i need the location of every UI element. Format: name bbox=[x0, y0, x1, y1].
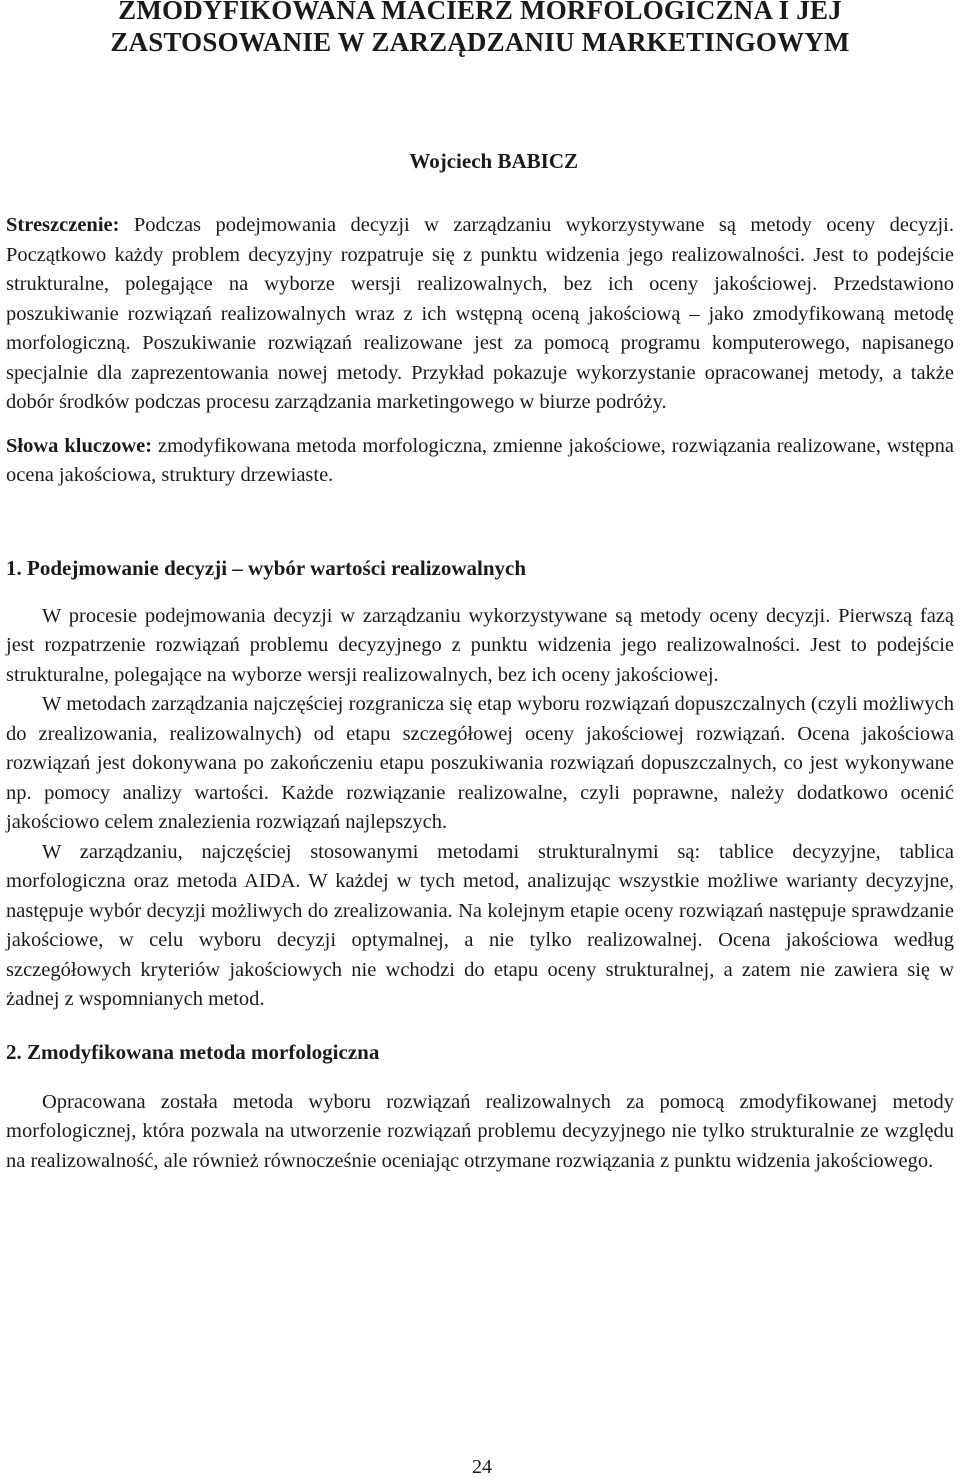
keywords-text: zmodyfikowana metoda morfologiczna, zmienne jakościowe, rozwiązania realizowane, wstępna ocena jakościowa, struktury drzewiaste. bbox=[6, 434, 955, 486]
section-1-paragraph-2: W metodach zarządzania najczęściej rozgranicza się etap wyboru rozwiązań dopuszczalnych (czyli możliwych do zrealizowania, realizowalnych) od etapu szczegółowej oceny jakościowej rozwiązań. Ocena jakościowa rozwiązań jest dokonywana po zakończeniu etapu poszukiwania rozwiązań dopuszczalnych, co jest wykonywane np. pomocy analizy wartości. Każde rozwiązanie realizowalne, czyli poprawne, należy dodatkowo ocenić jakościowo celem znalezienia rozwiązań najlepszych. bbox=[6, 693, 954, 833]
paper-title: ZMODYFIKOWANA MACIERZ MORFOLOGICZNA I JEJ ZASTOSOWANIE W ZARZĄDZANIU MARKETINGOWYM bbox=[110, 0, 850, 57]
keywords bbox=[6, 432, 954, 491]
abstract-label: Streszczenie: bbox=[6, 214, 120, 236]
abstract bbox=[6, 211, 954, 418]
section-1-body bbox=[6, 602, 954, 1015]
section-1-heading: 1. Podejmowanie decyzji – wybór wartości realizowalnych bbox=[6, 555, 527, 580]
abstract-text: Podczas podejmowania decyzji w zarządzaniu wykorzystywane są metody oceny decyzji. Początkowo każdy problem decyzyjny rozpatruje się z punktu widzenia jego realizowalności. Jest to podejście strukturalne, polegające na wyborze wersji realizowalnych, bez ich oceny jakościowej. Przedstawiono poszukiwanie rozwiązań realizowalnych wraz z ich wstępną oceną jakościową – jako zmodyfikowaną metodę morfologiczną. Poszukiwanie rozwiązań realizowane jest za pomocą programu komputerowego, napisanego specjalnie dla zaprezentowania nowej metody. Przykład pokazuje wykorzystanie opracowanej metody, a także dobór środków podczas procesu zarządzania marketingowego w biurze podróży. bbox=[6, 214, 954, 413]
keywords-label: Słowa kluczowe: bbox=[6, 434, 153, 457]
section-1-paragraph-3: W zarządzaniu, najczęściej stosowanymi metodami strukturalnymi są: tablice decyzyjne, tablica morfologiczna oraz metoda AIDA. W każdej w tych metod, analizując wszystkie możliwe warianty decyzyjne, następuje wybór decyzji możliwych do zrealizowania. Na kolejnym etapie oceny rozwiązań następuje sprawdzanie jakościowe, w celu wyboru decyzji optymalnej, a nie tylko realizowalnej. Ocena jakościowa według szczegółowych kryteriów jakościowych nie wchodzi do etapu oceny strukturalnej, a zatem nie zawiera się w żadnej z wspomnianych metod. bbox=[6, 840, 954, 1010]
section-2-body bbox=[6, 1088, 954, 1177]
page-number: 24 bbox=[472, 1456, 492, 1478]
author-name: Wojciech BABICZ bbox=[409, 149, 578, 173]
section-1-paragraph-1: W procesie podejmowania decyzji w zarządzaniu wykorzystywane są metody oceny decyzji. Pierwszą fazą jest rozpatrzenie rozwiązań problemu decyzyjnego z punktu widzenia jego realizowalności. Jest to podejście strukturalne, polegające na wyborze wersji realizowalnych, bez ich oceny jakościowej. bbox=[6, 604, 954, 686]
section-2-heading: 2. Zmodyfikowana metoda morfologiczna bbox=[6, 1039, 380, 1064]
section-2-paragraph-1: Opracowana została metoda wyboru rozwiązań realizowalnych za pomocą zmodyfikowanej metody morfologicznej, która pozwala na utworzenie rozwiązań problemu decyzyjnego nie tylko strukturalnie ze względu na realizowalność, ale również równocześnie oceniając otrzymane rozwiązania z punktu widzenia jakościowego. bbox=[6, 1090, 954, 1172]
